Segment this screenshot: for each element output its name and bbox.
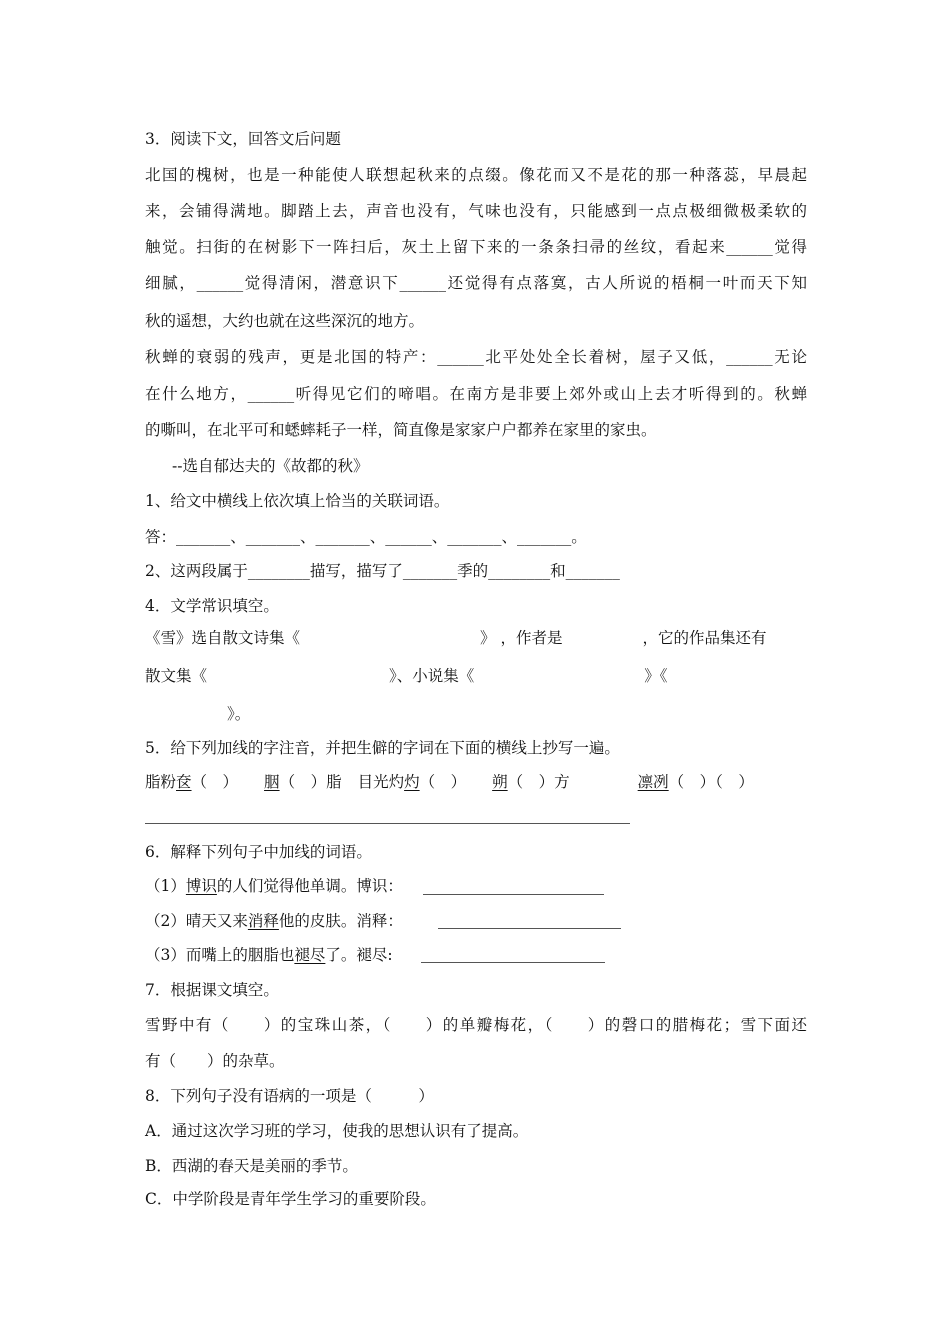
- q5-word1-underlined: 奁: [176, 773, 192, 791]
- q4-line1-part-b: 》 ，作者是: [480, 629, 563, 647]
- q6-s3-underlined: 褪尽: [294, 946, 326, 964]
- q8-option-b[interactable]: B．西湖的春天是美丽的季节。: [145, 1157, 358, 1175]
- q8-option-c[interactable]: C．中学阶段是青年学生学习的重要阶段。: [145, 1190, 436, 1208]
- q5-word5-underlined: 凛冽: [637, 773, 669, 791]
- q7-line2: 有（ ）的杂草。: [145, 1052, 285, 1070]
- q3-p1-line1: 北国的槐树，也是一种能使人联想起秋来的点缀。像花而又不是花的那一种落蕊，早晨起: [145, 166, 807, 184]
- q3-p1-line5: 秋的遥想，大约也就在这些深沉的地方。: [145, 312, 425, 330]
- q6-s2-suffix: 他的皮肤。消释：: [278, 912, 403, 930]
- q3-p2-line1: 秋蝉的衰弱的残声，更是北国的特产：______北平处处全长着树，屋子又低，______无论: [145, 348, 807, 366]
- q5-word3-blank: （ ）: [419, 773, 467, 791]
- q4-line2-part-c: 》《: [644, 667, 668, 685]
- q4-line1-part-a: 《雪》选自散文诗集《: [145, 629, 301, 647]
- q4-line1-part-c: ，它的作品集还有: [642, 629, 767, 647]
- q3-source: --选自郁达夫的《故都的秋》: [172, 457, 369, 475]
- q3-p2-line2: 在什么地方，______听得见它们的啼唱。在南方是非要上郊外或山上去才听得到的。秋蝉: [145, 385, 807, 403]
- q6-s2-answer-line: [438, 928, 621, 929]
- q6-s1-prefix: （1）: [145, 877, 186, 895]
- q5-words-line: [145, 772, 754, 792]
- q6-sentence3: [145, 945, 393, 965]
- q4-heading: 4．文学常识填空。: [145, 597, 279, 615]
- q5-word3-underlined: 灼: [404, 773, 420, 791]
- q6-heading: 6．解释下列句子中加线的词语。: [145, 843, 372, 861]
- q4-line2: [145, 666, 668, 686]
- q6-s2-underlined: 消释: [247, 912, 279, 930]
- q6-sentence2: [145, 911, 403, 931]
- q3-sub2: 2、这两段属于________描写，描写了_______季的________和_______: [145, 562, 620, 580]
- q6-s3-suffix: 了。褪尽:: [325, 946, 393, 964]
- q5-word1-blank: （ ）: [191, 773, 239, 791]
- q5-heading: 5．给下列加线的字注音，并把生僻的字词在下面的横线上抄写一遍。: [145, 739, 620, 757]
- q4-line2-part-a: 散文集《: [145, 667, 208, 685]
- q6-s1-underlined: 博识: [185, 877, 217, 895]
- q5-word3-prefix: 目光灼: [357, 773, 405, 791]
- q5-word5-blank: （ ）（ ）: [668, 773, 754, 791]
- q4-line1: [145, 628, 766, 648]
- q6-s3-answer-line: [421, 962, 605, 963]
- q7-line1: 雪野中有（ ）的宝珠山茶，（ ）的单瓣梅花，（ ）的磬口的腊梅花；雪下面还: [145, 1016, 807, 1034]
- q5-word4-underlined: 朔: [492, 773, 508, 791]
- q5-copy-line: [145, 823, 630, 824]
- q3-heading: 3．阅读下文，回答文后问题: [145, 130, 341, 148]
- q6-sentence1: [145, 876, 403, 896]
- q4-line3: 》。: [227, 705, 251, 723]
- q5-word2-blank: （ ）脂: [279, 773, 342, 791]
- q5-word4-blank: （ ）方: [507, 773, 570, 791]
- q6-s3-prefix: （3）而嘴上的胭脂也: [145, 946, 295, 964]
- q5-word1-prefix: 脂粉: [145, 773, 177, 791]
- q8-option-a[interactable]: A．通过这次学习班的学习，使我的思想认识有了提高。: [145, 1122, 529, 1140]
- q7-heading: 7．根据课文填空。: [145, 981, 279, 999]
- q6-s2-prefix: （2）晴天又来: [145, 912, 248, 930]
- q6-s1-suffix: 的人们觉得他单调。博识：: [216, 877, 403, 895]
- q3-p2-line3: 的嘶叫，在北平可和蟋蟀耗子一样，简直像是家家户户都养在家里的家虫。: [145, 421, 657, 439]
- q8-heading: 8．下列句子没有语病的一项是（ ）: [145, 1087, 434, 1105]
- q6-s1-answer-line: [423, 894, 604, 895]
- q3-sub1-answer: 答：_______、_______、_______、______、_______、_______。: [145, 528, 587, 546]
- q3-sub1-question: 1、给文中横线上依次填上恰当的关联词语。: [145, 492, 450, 510]
- q3-p1-line4: 细腻，______觉得清闲，潜意识下______还觉得有点落寞，古人所说的梧桐一叶而天下知: [145, 274, 807, 292]
- q5-word2-underlined: 胭: [264, 773, 280, 791]
- q3-p1-line2: 来，会铺得满地。脚踏上去，声音也没有，气味也没有，只能感到一点点极细微极柔软的: [145, 202, 807, 220]
- q4-line2-part-b: 》、小说集《: [389, 667, 475, 685]
- q3-p1-line3: 触觉。扫街的在树影下一阵扫后，灰土上留下来的一条条扫帚的丝纹，看起来______觉得: [145, 238, 807, 256]
